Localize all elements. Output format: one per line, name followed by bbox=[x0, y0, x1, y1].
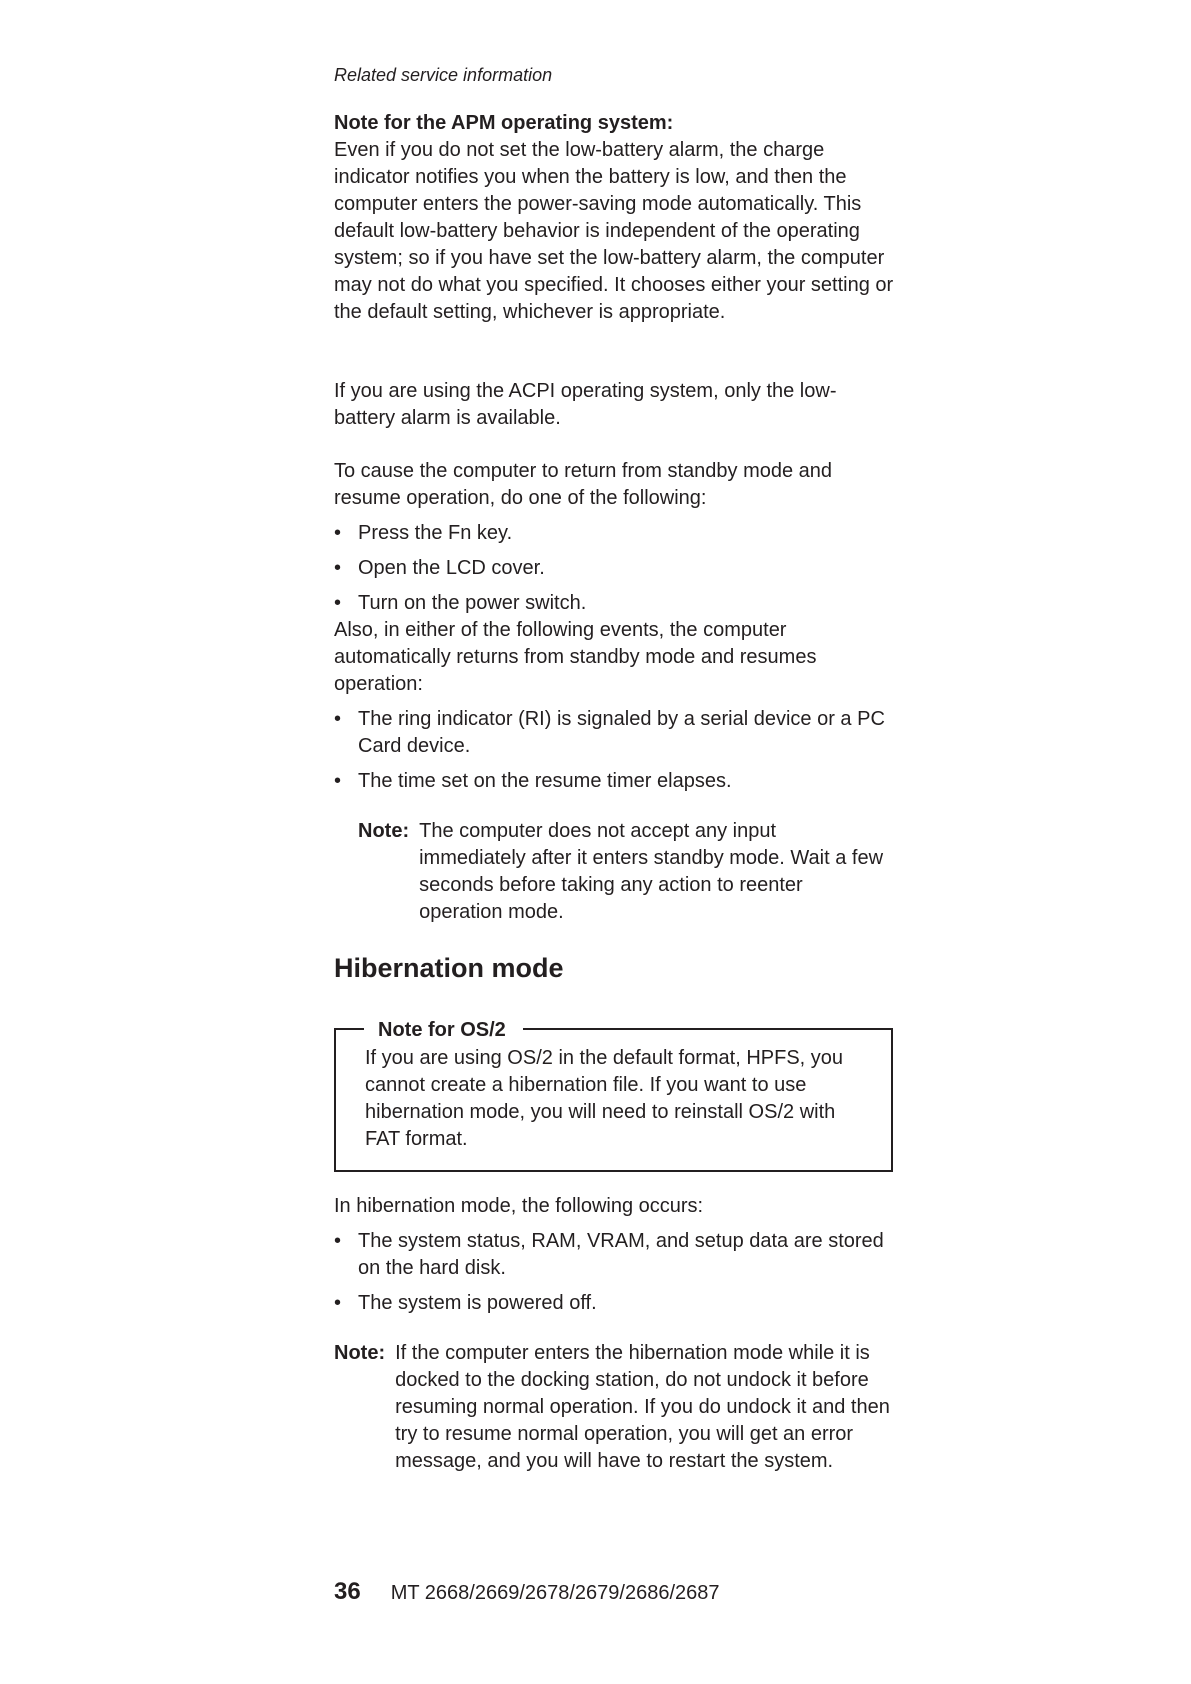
auto-list bbox=[334, 706, 894, 795]
page-number: 36 bbox=[334, 1578, 361, 1605]
resume-section bbox=[334, 458, 894, 803]
list-item: • The system status, RAM, VRAM, and setup data are stored on the hard disk. bbox=[334, 1230, 884, 1279]
resume-intro: To cause the computer to return from standby mode and resume operation, do one of the following: bbox=[334, 460, 833, 509]
box-top-rule-left bbox=[334, 1028, 364, 1030]
list-item: • The system is powered off. bbox=[334, 1290, 894, 1317]
note-text: If the computer enters the hibernation mode while it is docked to the docking station, do not undock it before resuming normal operation. If you do undock it and then try to resume normal operation, you will get an error message, and you will have to restart the system. bbox=[395, 1342, 890, 1472]
hib-intro: In hibernation mode, the following occurs: bbox=[334, 1195, 704, 1217]
list-item: • The ring indicator (RI) is signaled by a serial device or a PC Card device. bbox=[334, 708, 885, 757]
list-item: • Turn on the power switch. bbox=[334, 590, 894, 617]
running-header: Related service information bbox=[334, 65, 553, 85]
list-item: • Open the LCD cover. bbox=[334, 555, 894, 582]
acpi-paragraph bbox=[334, 378, 894, 432]
model-number: MT 2668/2669/2678/2679/2686/2687 bbox=[390, 1582, 720, 1604]
apm-note bbox=[334, 110, 894, 326]
apm-note-text: Even if you do not set the low-battery alarm, the charge indicator notifies you when the battery is low, and then the computer enters the power-saving mode automatically. This default low-battery behavior is independent of the operating system; so if you have set the low-battery alarm, the computer may not do what you specified. It chooses either your setting or the default setting, whichever is appropriate. bbox=[334, 139, 894, 323]
section-heading: Hibernation mode bbox=[334, 953, 564, 983]
note-label: Note: bbox=[334, 1342, 386, 1364]
bullet-icon: • bbox=[334, 770, 342, 792]
auto-intro: Also, in either of the following events, the computer automatically returns from standby mode and resumes operation: bbox=[334, 619, 817, 695]
page-footer bbox=[334, 1578, 720, 1607]
hibernation-heading-wrap bbox=[334, 952, 894, 984]
hibernation-section bbox=[334, 1193, 894, 1325]
bullet-icon: • bbox=[334, 1292, 342, 1314]
note-label: Note: bbox=[358, 820, 410, 842]
apm-note-title: Note for the APM operating system: bbox=[334, 112, 674, 134]
bullet-icon: • bbox=[334, 1230, 342, 1252]
list-item: • The time set on the resume timer elapses. bbox=[334, 768, 894, 795]
standby-note bbox=[358, 818, 888, 926]
note-text: The computer does not accept any input immediately after it enters standby mode. Wait a few seconds before taking any action to reenter operation mode. bbox=[419, 820, 884, 923]
os2-note-text: If you are using OS/2 in the default format, HPFS, you cannot create a hibernation file. If you want to use hibernation mode, you will need to reinstall OS/2 with FAT format. bbox=[365, 1047, 844, 1150]
list-item: • Press the Fn key. bbox=[334, 520, 894, 547]
resume-list bbox=[334, 520, 894, 617]
os2-note-title: Note for OS/2 bbox=[376, 1017, 508, 1044]
box-top-rule-right bbox=[523, 1028, 893, 1030]
hib-list bbox=[334, 1228, 894, 1317]
bullet-icon: • bbox=[334, 557, 342, 579]
bullet-icon: • bbox=[334, 522, 342, 544]
bullet-icon: • bbox=[334, 592, 342, 614]
bullet-icon: • bbox=[334, 708, 342, 730]
hibernation-note bbox=[334, 1340, 894, 1475]
acpi-text: If you are using the ACPI operating system, only the low-battery alarm is available. bbox=[334, 380, 837, 429]
